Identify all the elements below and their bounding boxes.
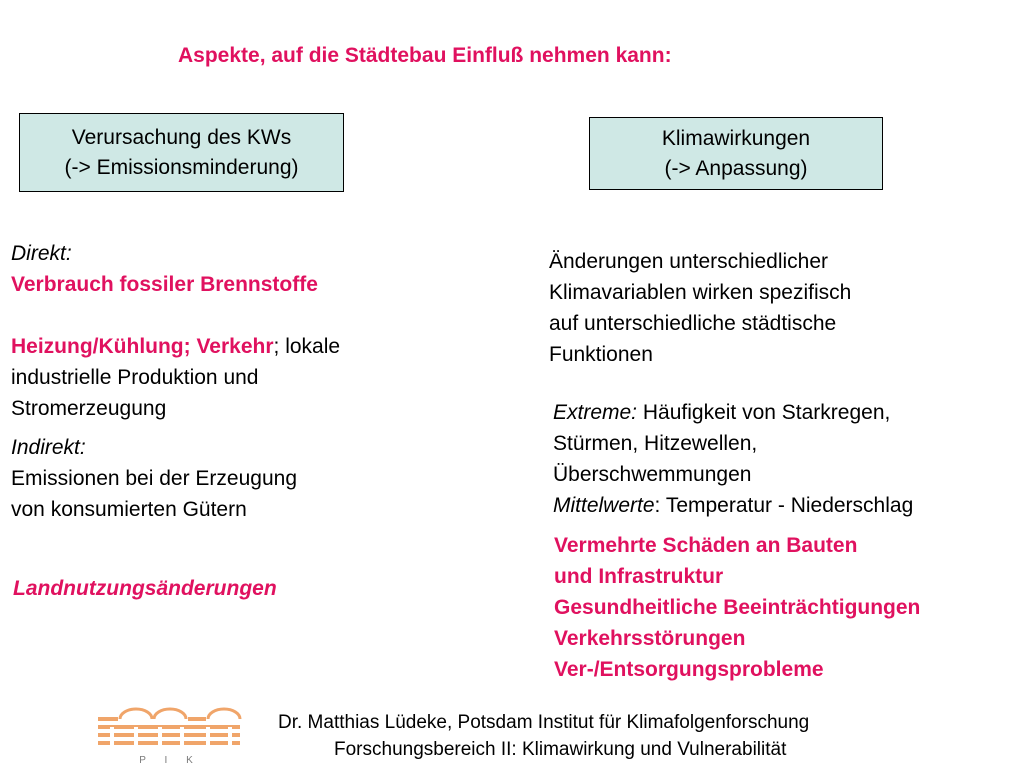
box-emissions-line1: Verursachung des KWs (71, 125, 292, 149)
landnutzung-text: Landnutzungsänderungen (13, 577, 277, 600)
box-climate-impacts (589, 117, 883, 190)
indirekt-line1: Emissionen bei der Erzeugung (11, 467, 298, 490)
pik-logo-icon (96, 705, 244, 767)
aenderungen-line: Klimavariablen wirken spezifisch (549, 281, 852, 304)
aenderungen-block (549, 246, 851, 370)
extreme-line1 (553, 397, 913, 428)
direkt-block (11, 238, 318, 300)
impact-line: Ver-/Entsorgungsprobleme (554, 658, 824, 681)
impact-line: Verkehrsstörungen (554, 627, 746, 650)
impacts-block (554, 530, 920, 685)
pik-logo-graphic (96, 705, 244, 767)
extreme-line2: Stürmen, Hitzewellen, (553, 432, 758, 455)
heizung-rest: ; lokale (273, 335, 341, 358)
direkt-heading: Verbrauch fossiler Brennstoffe (11, 273, 318, 296)
impact-line: Gesundheitliche Beeinträchtigungen (554, 596, 921, 619)
mittelwerte-label: Mittelwerte (553, 494, 655, 517)
heizung-line2: industrielle Produktion und (11, 366, 259, 389)
pik-logo-text: P I K (139, 755, 201, 766)
impact-line: und Infrastruktur (554, 565, 724, 588)
box-emissions (19, 113, 344, 192)
mittelwerte-line (553, 490, 913, 521)
heizung-highlight: Heizung/Kühlung; Verkehr (11, 335, 274, 358)
direkt-label: Direkt: (11, 242, 72, 265)
box-emissions-line2: (-> Emissionsminderung) (64, 155, 299, 179)
box-climate-line1: Klimawirkungen (661, 126, 811, 150)
box-climate-line2: (-> Anpassung) (664, 156, 808, 180)
heizung-line3: Stromerzeugung (11, 397, 167, 420)
aenderungen-line: Funktionen (549, 343, 653, 366)
indirekt-block (11, 432, 297, 525)
extreme-line3: Überschwemmungen (553, 463, 752, 486)
indirekt-label: Indirekt: (11, 436, 86, 459)
aenderungen-line: auf unterschiedliche städtische (549, 312, 837, 335)
extreme-text: Häufigkeit von Starkregen, (637, 401, 891, 424)
slide-title: Aspekte, auf die Städtebau Einfluß nehmen kann: (178, 44, 672, 67)
heizung-block (11, 331, 340, 424)
footer-department: Forschungsbereich II: Klimawirkung und Vulnerabilität (334, 739, 787, 760)
aenderungen-line: Änderungen unterschiedlicher (549, 250, 829, 273)
mittelwerte-text: : Temperatur - Niederschlag (654, 494, 914, 517)
footer-author: Dr. Matthias Lüdeke, Potsdam Institut für Klimafolgenforschung (278, 712, 810, 733)
impact-line: Vermehrte Schäden an Bauten (554, 534, 858, 557)
extreme-label: Extreme: (553, 401, 638, 424)
extreme-block (553, 397, 913, 521)
heizung-line1 (11, 331, 340, 362)
indirekt-line2: von konsumierten Gütern (11, 498, 247, 521)
